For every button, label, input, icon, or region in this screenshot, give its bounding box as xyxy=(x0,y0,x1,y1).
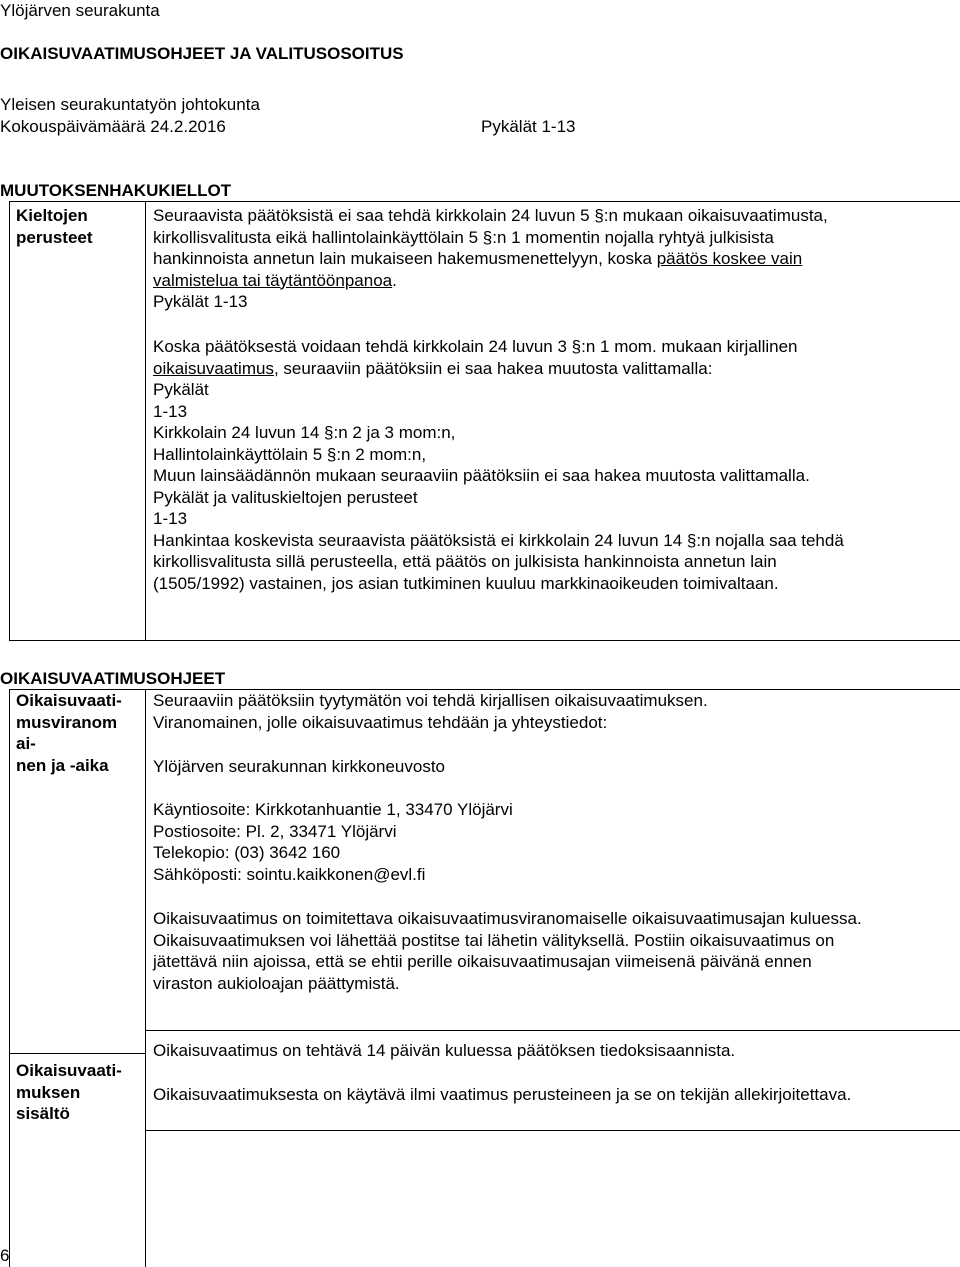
section-heading-oikaisuvaatimusohjeet: OIKAISUVAATIMUSOHJEET xyxy=(0,669,226,688)
label-kieltojen-perusteet: Kieltojen perusteet xyxy=(16,206,93,247)
delivery-instructions: Oikaisuvaatimus on toimitettava oikaisuvaatimusviranomaiselle oikaisuvaatimusajan kuluessa. Oikaisuvaatimuksen voi lähettää postitse tai lähetin välityksellä. Postiin oikaisuvaatimus on jätettävä niin ajoissa, että se ehtii perille oikaisuvaatimusajan viimeisenä päivänä ennen viraston aukioloajan päättymistä. xyxy=(153,909,862,993)
authority-name: Ylöjärven seurakunnan kirkkoneuvosto xyxy=(153,757,446,776)
deadline-text: Oikaisuvaatimus on tehtävä 14 päivän kuluessa päätöksen tiedoksisaannista. xyxy=(153,1041,736,1060)
meeting-date: Kokouspäivämäärä 24.2.2016 xyxy=(0,117,226,136)
label-oikaisuvaatimuksen-sisalto: Oikaisuvaati- muksen sisältö xyxy=(16,1061,122,1123)
table-row-divider xyxy=(145,1130,960,1131)
meeting-body: Yleisen seurakuntatyön johtokunta xyxy=(0,95,260,114)
contact-details xyxy=(153,799,513,885)
table-border-bottom xyxy=(9,640,960,641)
underlined-phrase: oikaisuvaatimus xyxy=(153,358,274,378)
underlined-phrase: päätös koskee vain xyxy=(656,249,803,268)
organization-name: Ylöjärven seurakunta xyxy=(0,1,160,20)
label-oikaisuvaatimusviranomainen: Oikaisuvaati- musviranom ai- nen ja -aika xyxy=(16,691,122,775)
page-number: 6 xyxy=(0,1246,10,1265)
header-sections: Pykälät 1-13 xyxy=(481,117,576,136)
table-border-left xyxy=(9,201,10,640)
document-title: OIKAISUVAATIMUSOHJEET JA VALITUSOSOITUS xyxy=(0,44,404,63)
table-column-divider xyxy=(145,689,146,1267)
table-row-divider xyxy=(145,1030,960,1031)
visiting-address: Käyntiosoite: Kirkkotanhuantie 1, 33470 Ylöjärvi xyxy=(153,800,513,819)
email-address: Sähköposti: sointu.kaikkonen@evl.fi xyxy=(153,864,426,884)
fax-number: Telekopio: (03) 3642 160 xyxy=(153,843,341,862)
table-border-top xyxy=(9,201,960,202)
table-border-left xyxy=(9,689,10,1267)
content-requirement-text: Oikaisuvaatimuksesta on käytävä ilmi vaatimus perusteineen ja se on tekijän allekirjoitettava. xyxy=(153,1085,852,1104)
oikaisu-line-1: Seuraaviin päätöksiin tyytymätön voi tehdä kirjallisen oikaisuvaatimuksen. xyxy=(153,691,708,710)
postal-address: Postiosoite: Pl. 2, 33471 Ylöjärvi xyxy=(153,821,397,841)
underlined-phrase: valmistelua tai täytäntöönpanoa xyxy=(153,270,393,290)
muutoksenhaku-paragraph-1: Seuraavista päätöksistä ei saa tehdä kirkkolain 24 luvun 5 §:n mukaan oikaisuvaatimusta, kirkollisvalitusta eikä hallintolainkäyttölain 5 §:n 1 momentin nojalla ryhtyä julkisista hankinnoista annetun lain mukaiseen hakemusmenettelyyn, koska päätös koskee vain valmistelua tai täytäntöönpanoa. Pykälät 1-13 xyxy=(153,206,828,311)
table-column-divider xyxy=(145,201,146,640)
table-row-divider xyxy=(9,1053,146,1054)
muutoksenhaku-paragraph-2: Koska päätöksestä voidaan tehdä kirkkolain 24 luvun 3 §:n 1 mom. mukaan kirjallinen oikaisuvaatimus, seuraaviin päätöksiin ei saa hakea muutosta valittamalla: Pykälät 1-13 Kirkkolain 24 luvun 14 §:n 2 ja 3 mom:n, Hallintolainkäyttölain 5 §:n 2 mom:n, Muun lainsäädännön mukaan seuraaviin päätöksiin ei saa hakea muutosta valittamalla. Pykälät ja valituskieltojen perusteet 1-13 Hankintaa koskevista seuraavista päätöksistä ei kirkkolain 24 luvun 14 §:n nojalla saa tehdä kirkollisvalitusta sillä perusteella, että päätös on julkisista hankinnoista annetun lain (1505/1992) vastainen, jos asian tutkiminen kuuluu markkinaoikeuden toimivaltaan. xyxy=(153,337,844,593)
section-heading-muutoksenhakukiellot: MUUTOKSENHAKUKIELLOT xyxy=(0,181,232,200)
oikaisu-line-2: Viranomainen, jolle oikaisuvaatimus tehdään ja yhteystiedot: xyxy=(153,713,608,732)
